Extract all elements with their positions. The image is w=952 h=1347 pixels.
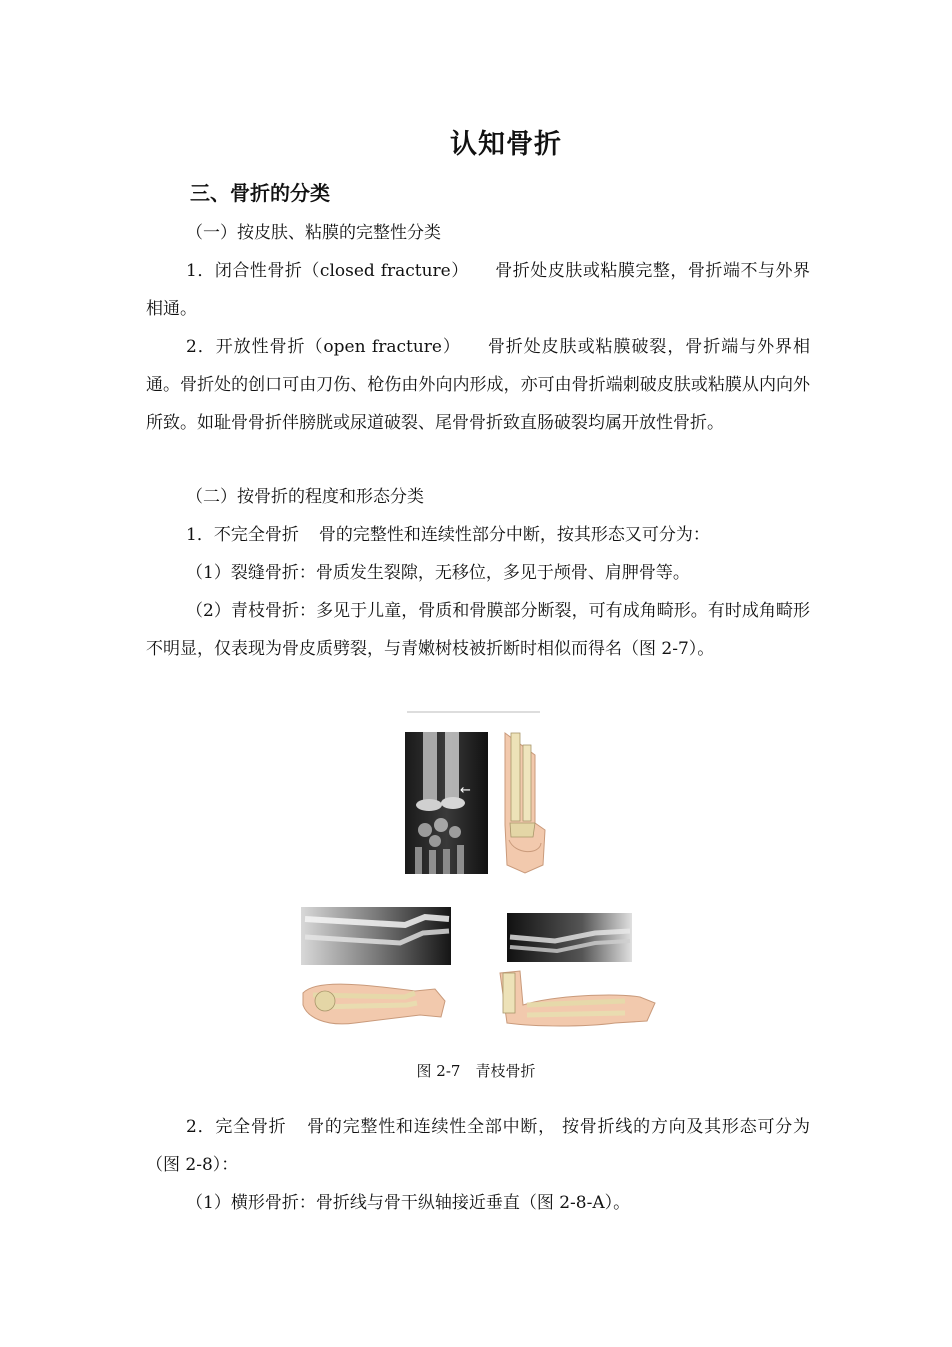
subsection-heading-2: （二）按骨折的程度和形态分类 xyxy=(186,487,424,507)
greenstick-fracture-figure xyxy=(295,705,690,1045)
subsection-heading-1: （一）按皮肤、粘膜的完整性分类 xyxy=(186,223,441,243)
complete-fracture-term: 2．完全骨折 xyxy=(186,1117,287,1137)
arm-drawing-upright xyxy=(505,733,545,873)
complete-fracture-text: 骨的完整性和连续性全部中断， 按骨折线的方向及其形态可分为（图 2-8）： xyxy=(146,1117,810,1175)
xray-forearm-right xyxy=(507,913,632,962)
xray-wrist xyxy=(405,732,488,874)
paragraph-complete-fracture xyxy=(146,1108,810,1184)
page-title: 认知骨折 xyxy=(450,129,562,160)
xray-arrow-icon: ← xyxy=(460,783,471,798)
closed-fracture-term: 1．闭合性骨折（closed fracture） xyxy=(186,261,469,281)
arm-drawing-left xyxy=(303,984,445,1024)
paragraph-transverse-fracture: （1）横形骨折：骨折线与骨干纵轴接近垂直（图 2-8-A）。 xyxy=(186,1193,631,1213)
open-fracture-term: 2．开放性骨折（open fracture） xyxy=(186,337,461,357)
closed-fracture-text: 骨折处皮肤或粘膜完整，骨折端不与外界相通。 xyxy=(146,261,810,319)
arm-drawing-right xyxy=(500,971,655,1026)
paragraph-incomplete-fracture xyxy=(186,516,710,554)
figure-illustration xyxy=(295,705,690,1045)
section-heading: 三、骨折的分类 xyxy=(190,181,330,205)
paragraph-fissure-fracture: （1）裂缝骨折：骨质发生裂隙，无移位，多见于颅骨、肩胛骨等。 xyxy=(186,563,690,583)
paragraph-closed-fracture xyxy=(146,252,810,328)
incomplete-fracture-text: 骨的完整性和连续性部分中断，按其形态又可分为： xyxy=(318,525,710,545)
incomplete-fracture-term: 1．不完全骨折 xyxy=(186,525,299,545)
paragraph-greenstick-fracture: （2）青枝骨折：多见于儿童，骨质和骨膜部分断裂，可有成角畸形。有时成角畸形不明显，仅表现为骨皮质劈裂，与青嫩树枝被折断时相似而得名（图 2-7）。 xyxy=(146,601,810,659)
open-fracture-text: 骨折处皮肤或粘膜破裂，骨折端与外界相通。骨折处的创口可由刀伤、枪伤由外向内形成，亦可由骨折端刺破皮肤或粘膜从内向外所致。如耻骨骨折伴膀胱或尿道破裂、尾骨骨折致直肠破裂均属开放性骨折。 xyxy=(146,337,811,433)
xray-forearm-left xyxy=(301,907,451,965)
figure-caption: 图 2-7 青枝骨折 xyxy=(416,1062,536,1080)
paragraph-open-fracture xyxy=(146,328,810,442)
